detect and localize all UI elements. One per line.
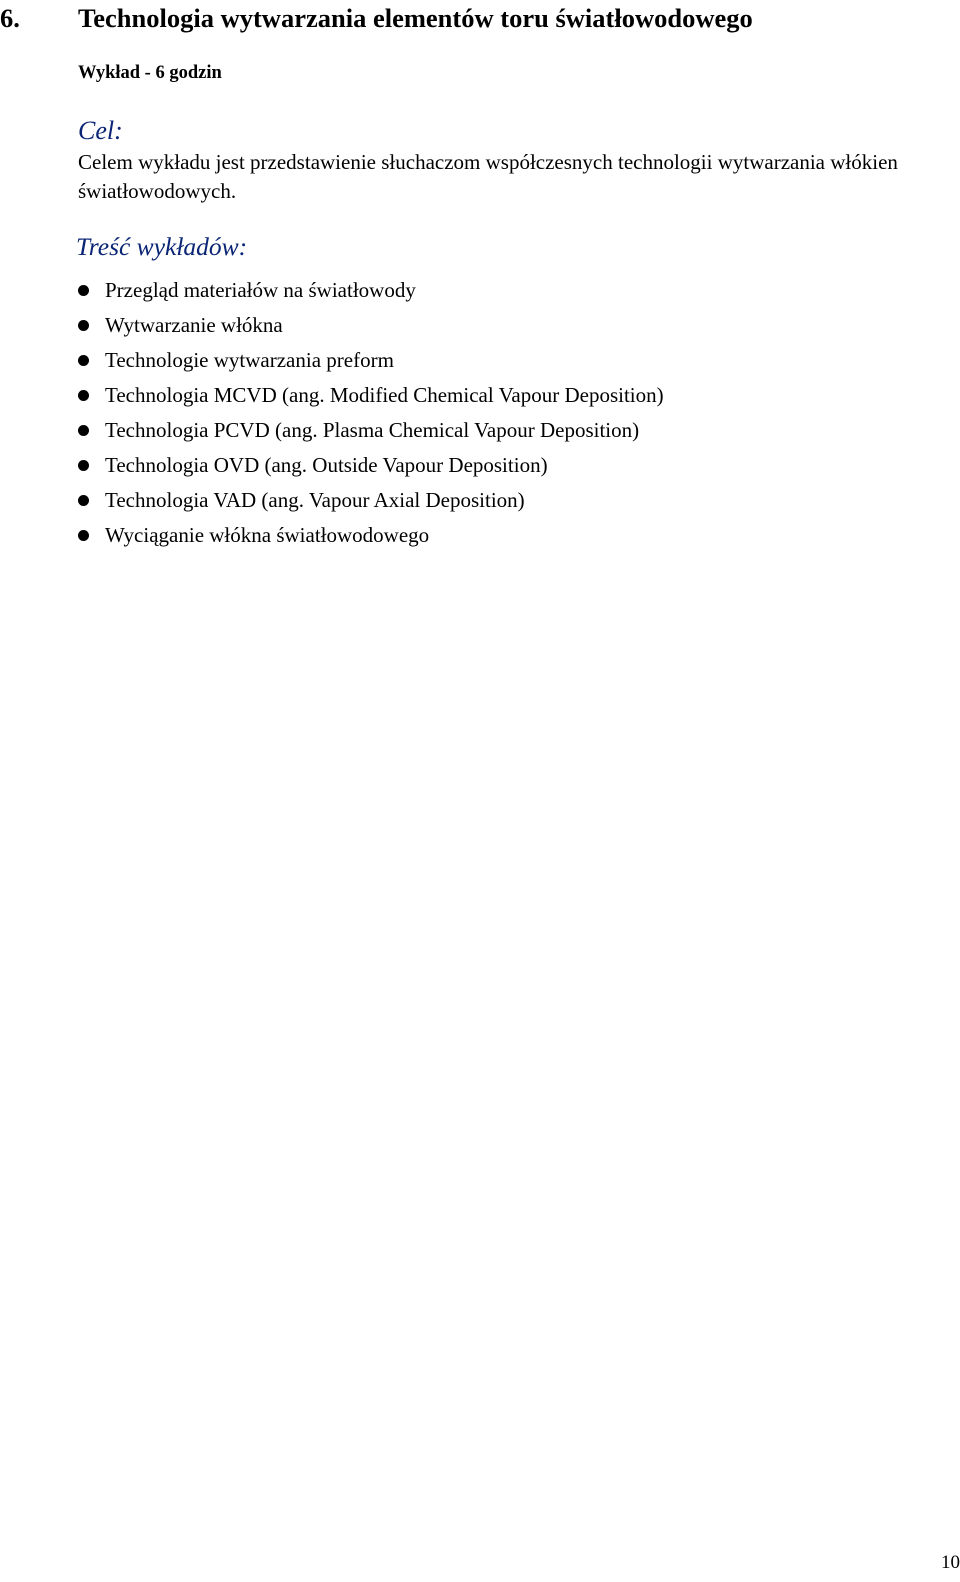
topic-text: Technologia VAD (ang. Vapour Axial Deposition)	[105, 488, 525, 512]
topic-item	[72, 346, 664, 381]
lecture-hours: Wykład - 6 godzin	[78, 63, 222, 83]
bullet-icon	[78, 460, 89, 471]
topic-text: Technologie wytwarzania preform	[105, 348, 394, 372]
goal-text: Celem wykładu jest przedstawienie słuchaczom współczesnych technologii wytwarzania włókien światłowodowych.	[78, 150, 898, 203]
topics-list	[72, 276, 664, 556]
topic-text: Wyciąganie włókna światłowodowego	[105, 523, 430, 547]
topic-item	[72, 521, 664, 556]
section-number: 6.	[0, 3, 20, 33]
topic-item	[72, 381, 664, 416]
section-title: Technologia wytwarzania elementów toru światłowodowego	[78, 3, 753, 33]
topic-text: Technologia MCVD (ang. Modified Chemical Vapour Deposition)	[105, 383, 664, 407]
bullet-icon	[78, 390, 89, 401]
bullet-icon	[78, 530, 89, 541]
bullet-icon	[78, 495, 89, 506]
topic-text: Przegląd materiałów na światłowody	[105, 278, 416, 302]
bullet-icon	[78, 425, 89, 436]
topic-text: Wytwarzanie włókna	[105, 313, 283, 337]
topic-text: Technologia OVD (ang. Outside Vapour Deposition)	[105, 453, 548, 477]
content-label: Treść wykładów:	[76, 232, 248, 261]
topic-item	[72, 486, 664, 521]
topic-item	[72, 451, 664, 486]
topic-item	[72, 276, 664, 311]
topic-item	[72, 416, 664, 451]
topic-text: Technologia PCVD (ang. Plasma Chemical Vapour Deposition)	[105, 418, 640, 442]
bullet-icon	[78, 355, 89, 366]
goal-label: Cel:	[78, 116, 123, 145]
bullet-icon	[78, 285, 89, 296]
topic-item	[72, 311, 664, 346]
bullet-icon	[78, 320, 89, 331]
page-number: 10	[941, 1552, 960, 1573]
section-heading	[0, 2, 753, 34]
